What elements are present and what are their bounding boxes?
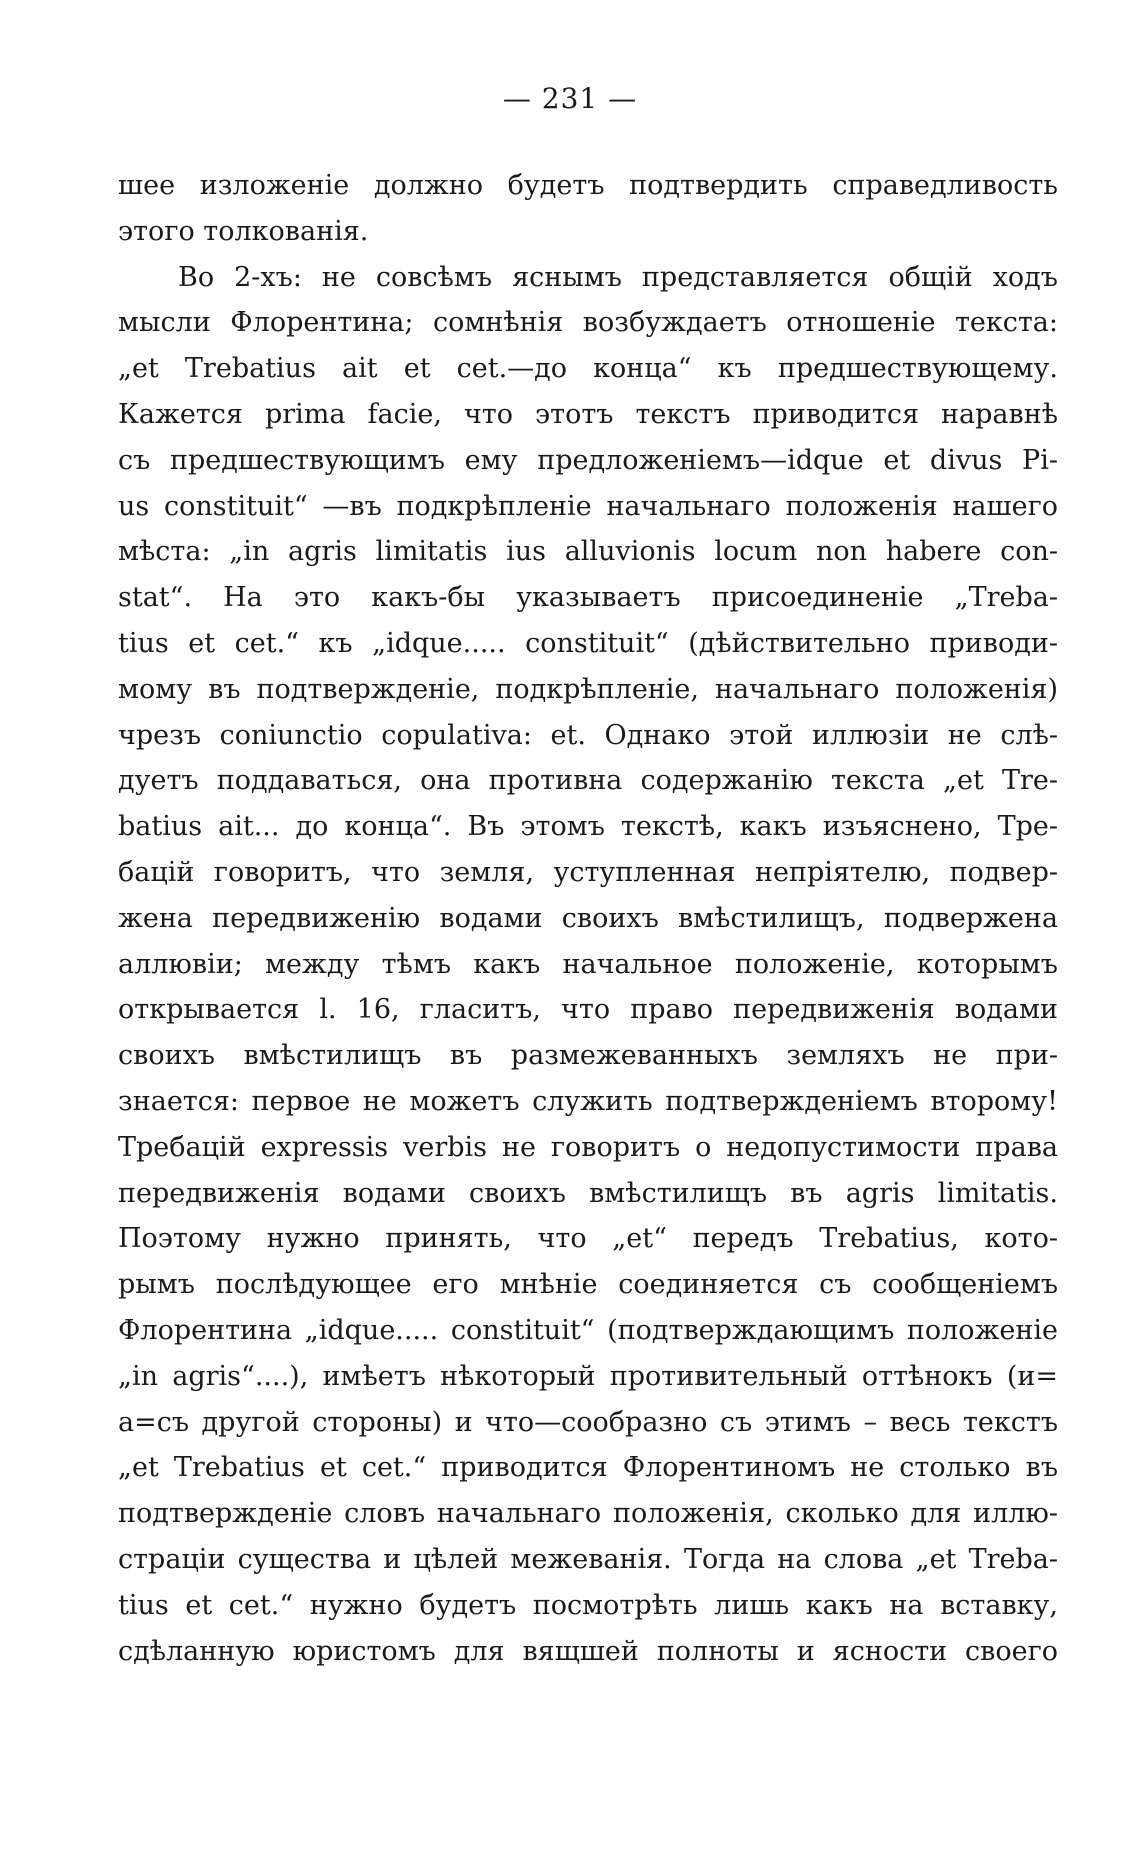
text-line: Во 2-хъ: не совсѣмъ яснымъ представляется общiй ходъ — [178, 261, 1058, 293]
text-line: чрезъ coniunctio copulativa: et. Однако этой иллюзiи не слѣ- — [118, 719, 1058, 751]
text-line: страцiи существа и цѣлей межеванiя. Тогда на слова „et Treba- — [118, 1543, 1058, 1575]
text-line: аллювiи; между тѣмъ какъ начальное положенiе, которымъ — [118, 948, 1058, 980]
text-line: мысли Флорентина; сомнѣнiя возбуждаетъ отношенiе текста: — [118, 307, 1058, 339]
text-line: Требацiй expressis verbis не говоритъ о недопустимости права — [118, 1131, 1058, 1163]
text-line: дуетъ поддаваться, она противна содержанiю текста „et Tre- — [118, 765, 1058, 797]
text-line: сдѣланную юристомъ для вящшей полноты и ясности своего — [118, 1635, 1058, 1667]
text-line: съ предшествующимъ ему предложенiемъ—idque et divus Pi- — [118, 444, 1058, 476]
text-line: Поэтому нужно принять, что „et“ передъ Trebatius, кото- — [118, 1223, 1058, 1255]
text-line: жена передвиженiю водами своихъ вмѣстилищъ, подвержена — [118, 902, 1058, 934]
text-line: batius ait... до конца“. Въ этомъ текстѣ, какъ изъяснено, Тре- — [118, 811, 1058, 843]
text-line: подтвержденiе словъ начальнаго положенiя, сколько для иллю- — [118, 1498, 1058, 1530]
text-line: этого толкованiя. — [118, 215, 369, 247]
text-line: stat“. На это какъ-бы указываетъ присоединенiе „Treba- — [118, 582, 1058, 614]
text-line: бацiй говоритъ, что земля, уступленная непрiятелю, подвер- — [118, 856, 1058, 888]
text-line: Флорентина „idque..... constituit“ (подтверждающимъ положенiе — [118, 1314, 1058, 1346]
text-line: открывается l. 16, гласитъ, что право передвиженiя водами — [118, 994, 1058, 1026]
text-line: „et Trebatius ait et cet.—до конца“ къ предшествующему. — [118, 353, 1058, 385]
text-line: мѣста: „in agris limitatis ius alluvionis locum non habere con- — [118, 536, 1058, 568]
text-line: а=съ другой стороны) и что—сообразно съ этимъ – весь текстъ — [118, 1406, 1058, 1438]
text-line: рымъ послѣдующее его мнѣнiе соединяется съ сообщенiемъ — [118, 1269, 1058, 1301]
body-text — [118, 163, 1058, 1674]
text-line: „in agris“....), имѣетъ нѣкоторый противительный оттѣнокъ (и= — [118, 1360, 1058, 1392]
text-line: передвиженiя водами своихъ вмѣстилищъ въ agris limitatis. — [118, 1177, 1058, 1209]
text-line: своихъ вмѣстилищъ въ размежеванныхъ земляхъ не при- — [118, 1040, 1058, 1072]
text-line: мому въ подтвержденiе, подкрѣпленiе, начальнаго положенiя) — [118, 673, 1058, 705]
text-line: шее изложенie должно будетъ подтвердить справедливость — [118, 170, 1058, 201]
page-number: — 231 — — [502, 82, 638, 115]
text-line: Кажется prima facie, что этотъ текстъ приводится наравнѣ — [118, 398, 1058, 430]
text-line: us constituit“ —въ подкрѣпленiе начальнаго положенiя нашего — [118, 490, 1058, 522]
text-line: tius et cet.“ къ „idque..... constituit“ (дѣйствительно приводи- — [118, 627, 1058, 659]
text-line: tius et cet.“ нужно будетъ посмотрѣть лишь какъ на вставку, — [118, 1589, 1058, 1621]
text-line: знается: первое не можетъ служить подтвержденiемъ второму! — [118, 1085, 1058, 1117]
text-line: „et Trebatius et cet.“ приводится Флорентиномъ не столько въ — [118, 1452, 1058, 1484]
